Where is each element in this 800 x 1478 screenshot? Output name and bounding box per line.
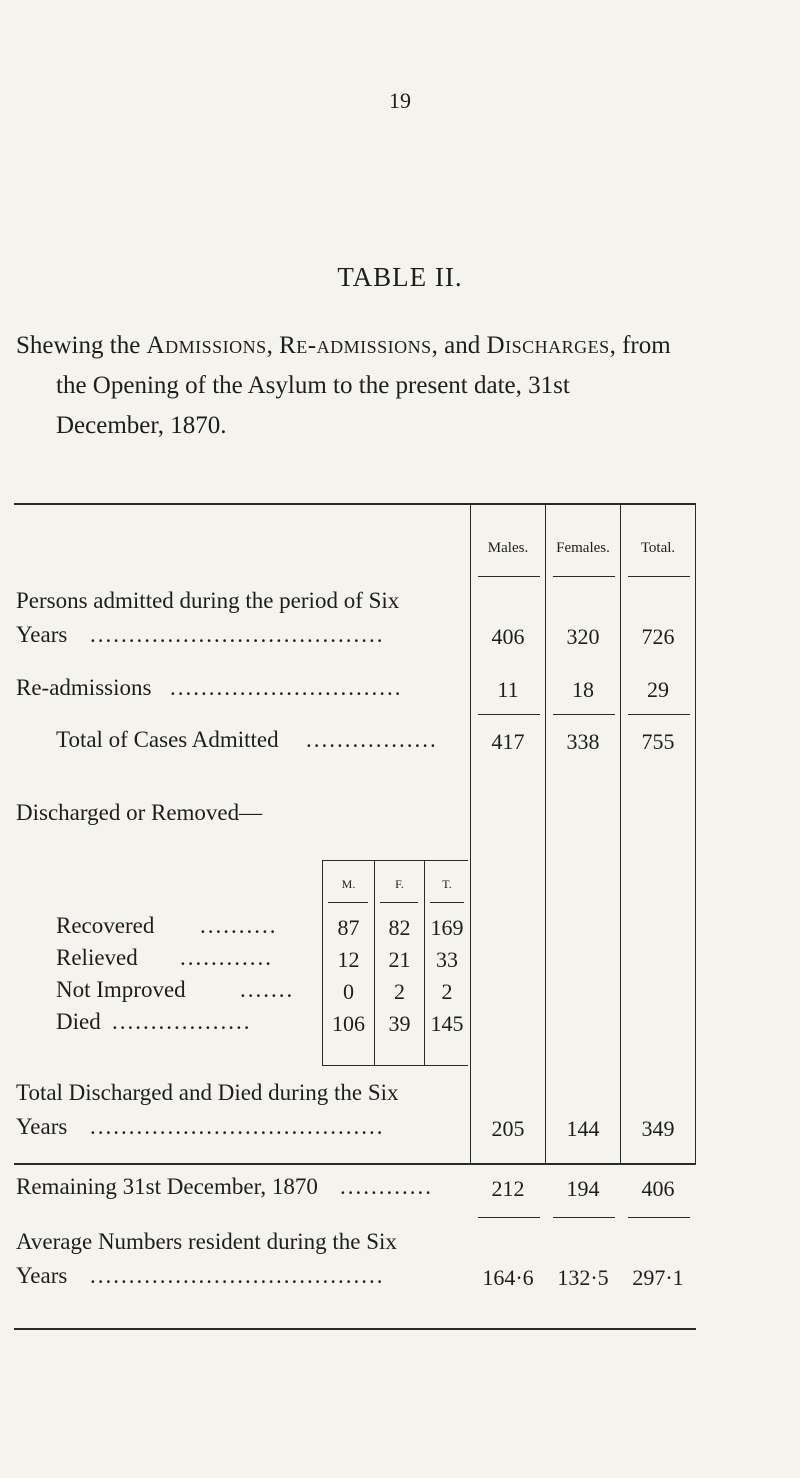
subheader-f: F. [395,877,404,891]
intro-discharges: Discharges [486,332,610,359]
readmissions-males: 11 [497,677,519,702]
leader-dots: ...................................... [90,1114,385,1139]
leader-dots: ...................................... [90,622,385,647]
row-average-label-2: Years [16,1263,68,1288]
average-males: 164·6 [482,1265,534,1290]
relieved-m: 12 [337,947,360,972]
avg-rule-males [478,1217,540,1218]
died-t: 145 [430,1011,464,1036]
avg-rule-total [628,1217,690,1218]
col-divider-4 [695,504,696,1163]
table-top-rule [14,503,696,505]
table-end-rule [14,1328,696,1330]
remaining-males: 212 [491,1176,525,1201]
discharged-heading: Discharged or Removed— [16,800,263,825]
table-title: TABLE II. [337,262,463,292]
leader-dots: ...................................... [90,1263,385,1288]
subheader-rule-m [328,902,368,903]
intro-admissions: Admissions [146,332,267,359]
leader-dots: ....... [240,977,295,1002]
col-divider-2 [545,504,546,1163]
not-improved-m: 0 [343,979,354,1004]
admitted-females: 320 [566,624,600,649]
row-admitted-label-1: Persons admitted during the period of Six [16,588,400,613]
leader-dots: .................. [112,1009,252,1034]
relieved-t: 33 [436,947,458,972]
subheader-rule-t [430,902,464,903]
total-admitted-males: 417 [491,729,525,754]
row-total-admitted-label: Total of Cases Admitted [56,727,279,752]
sum-rule-total [628,714,690,715]
subtable-bottom-rule [322,1065,468,1066]
recovered-m: 87 [337,915,360,940]
leader-dots: .............................. [170,675,403,700]
admitted-males: 406 [491,624,525,649]
header-males: Males. [487,540,529,556]
sub-row-label-relieved: Relieved [56,945,138,970]
not-improved-f: 2 [394,979,405,1004]
avg-rule-females [553,1217,615,1218]
total-discharged-females: 144 [566,1116,600,1141]
leader-dots: .......... [200,913,278,938]
row-admitted-label-2: Years [16,622,68,647]
total-discharged-males: 205 [491,1116,525,1141]
row-total-discharged-label-1: Total Discharged and Died during the Six [16,1080,399,1105]
subheader-m: M. [341,877,356,891]
leader-dots: ................. [306,727,438,752]
readmissions-total: 29 [647,677,669,702]
header-rule-males [478,576,540,577]
total-admitted-females: 338 [566,729,600,754]
header-rule-total [628,576,690,577]
relieved-f: 21 [388,947,411,972]
col-divider-1 [470,504,471,1163]
readmissions-females: 18 [572,677,594,702]
intro-readmissions: Re-admissions [279,332,432,359]
sub-row-label-died: Died [56,1009,101,1034]
page-number: 19 [389,88,411,113]
row-average-label-1: Average Numbers resident during the Six [16,1229,397,1254]
row-total-discharged-label-2: Years [16,1114,68,1139]
intro-line-3: December, 1870. [56,412,227,439]
header-rule-females [553,576,615,577]
intro-line-2: the Opening of the Asylum to the present date, 31st [56,372,570,399]
not-improved-t: 2 [441,979,453,1004]
sub-row-label-recovered: Recovered [56,913,155,938]
header-females: Females. [556,540,610,556]
admitted-total: 726 [641,624,675,649]
average-total: 297·1 [632,1265,684,1290]
subtable-top-rule [322,860,468,861]
table-bottom-rule [14,1163,696,1165]
recovered-f: 82 [388,915,411,940]
intro-line-1: Shewing the Admissions, Re-admissions, and Discharges, from [16,332,671,359]
row-remaining-label: Remaining 31st December, 1870 [16,1174,318,1199]
remaining-females: 194 [566,1176,600,1201]
died-f: 39 [388,1011,411,1036]
sum-rule-males [478,714,540,715]
died-m: 106 [332,1011,365,1036]
sum-rule-females [553,714,615,715]
leader-dots: ............ [340,1174,433,1199]
recovered-t: 169 [430,915,464,940]
sub-row-label-not-improved: Not Improved [56,977,186,1002]
total-admitted-total: 755 [641,729,675,754]
average-females: 132·5 [557,1265,609,1290]
header-total: Total. [640,540,676,556]
total-discharged-total: 349 [641,1116,675,1141]
row-readmissions-label: Re-admissions [16,675,152,700]
remaining-total: 406 [641,1176,675,1201]
subheader-t: T. [442,877,452,891]
col-divider-3 [620,504,621,1163]
subheader-rule-f [380,902,418,903]
leader-dots: ............ [180,945,273,970]
